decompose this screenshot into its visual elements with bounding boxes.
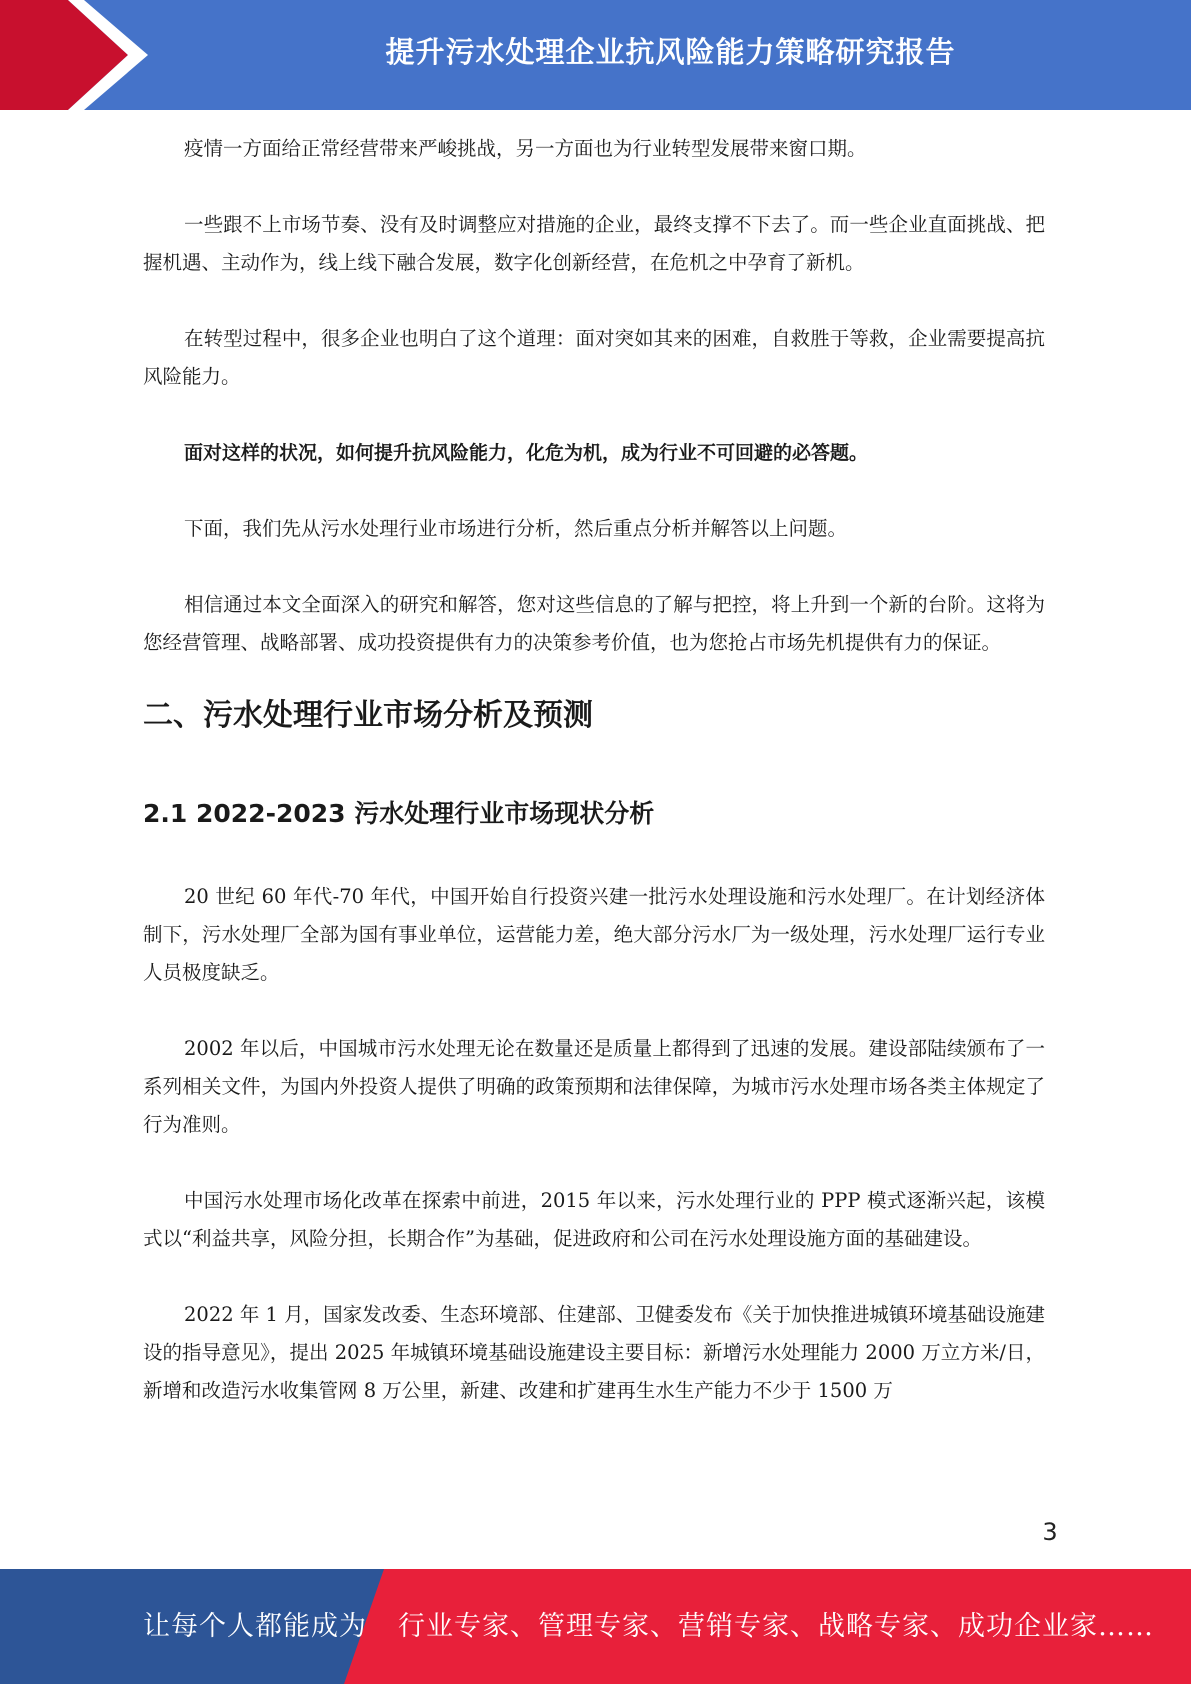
footer-slogan-right: 行业专家、管理专家、营销专家、战略专家、成功企业家……: [398, 1611, 1154, 1642]
report-title: 提升污水处理企业抗风险能力策略研究报告: [385, 35, 956, 69]
paragraph-6: 相信通过本文全面深入的研究和解答，您对这些信息的了解与把控，将上升到一个新的台阶。这将为您经营管理、战略部署、成功投资提供有力的决策参考价值，也为您抢占市场先机提供有力的保证。: [143, 593, 1045, 654]
paragraph-2: 一些跟不上市场节奏、没有及时调整应对措施的企业，最终支撑不下去了。而一些企业直面挑战、把握机遇、主动作为，线上线下融合发展，数字化创新经营，在危机之中孕育了新机。: [143, 213, 1045, 274]
page-content: [143, 130, 1045, 1410]
subsection-heading: 2.1 2022-2023 污水处理行业市场现状分析: [143, 799, 655, 828]
page-header: [0, 0, 1191, 110]
paragraph-8: 2002 年以后，中国城市污水处理无论在数量还是质量上都得到了迅速的发展。建设部陆续颁布了一系列相关文件，为国内外投资人提供了明确的政策预期和法律保障，为城市污水处理市场各类主体规定了行为准则。: [143, 1037, 1045, 1136]
paragraph-7: 20 世纪 60 年代-70 年代，中国开始自行投资兴建一批污水处理设施和污水处理厂。在计划经济体制下，污水处理厂全部为国有事业单位，运营能力差，绝大部分污水厂为一级处理，污水处理厂运行专业人员极度缺乏。: [143, 885, 1045, 984]
paragraph-9: 中国污水处理市场化改革在探索中前进，2015 年以来，污水处理行业的 PPP 模式逐渐兴起，该模式以“利益共享，风险分担，长期合作”为基础，促进政府和公司在污水处理设施方面的基础建设。: [143, 1189, 1045, 1250]
paragraph-5: 下面，我们先从污水处理行业市场进行分析，然后重点分析并解答以上问题。: [184, 517, 848, 540]
page-number: 3: [1042, 1518, 1058, 1546]
paragraph-3: 在转型过程中，很多企业也明白了这个道理：面对突如其来的困难，自救胜于等救，企业需要提高抗风险能力。: [143, 327, 1045, 388]
section-heading: 二、污水处理行业市场分析及预测: [143, 698, 593, 733]
paragraph-1: 疫情一方面给正常经营带来严峻挑战，另一方面也为行业转型发展带来窗口期。: [184, 137, 867, 160]
footer-slogan-left: 让每个人都能成为: [143, 1611, 367, 1642]
paragraph-10: 2022 年 1 月，国家发改委、生态环境部、住建部、卫健委发布《关于加快推进城镇环境基础设施建设的指导意见》，提出 2025 年城镇环境基础设施建设主要目标：新增污水处理能力 2000 万立方米/日，新增和改造污水收集管网 8 万公里，新建、改建和扩建再生水生产能力不少于 1500 万: [143, 1303, 1045, 1402]
paragraph-bold-question: 面对这样的状况，如何提升抗风险能力，化危为机，成为行业不可回避的必答题。: [184, 442, 869, 464]
page-footer: [0, 1569, 1191, 1684]
